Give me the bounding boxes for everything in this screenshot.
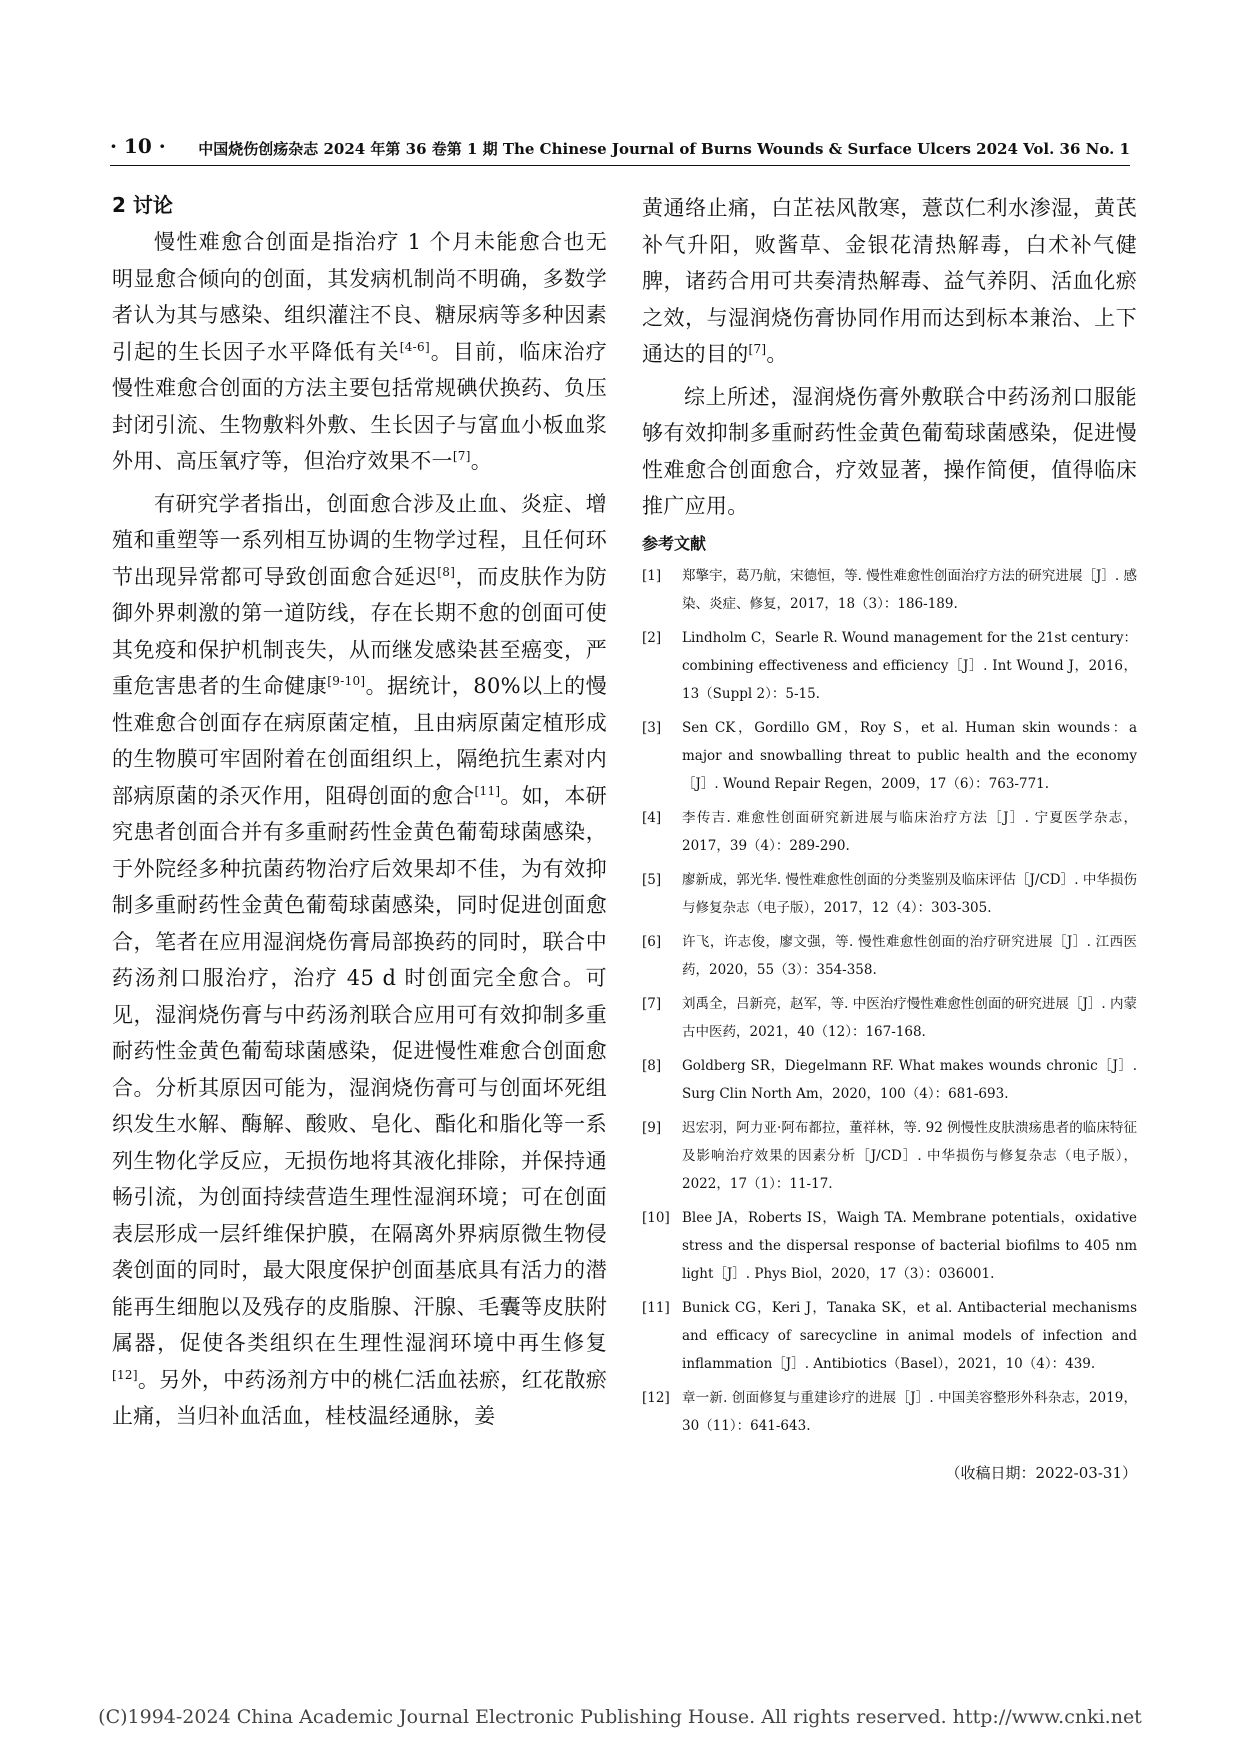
right-column	[642, 190, 1137, 1483]
reference-number: [1]	[642, 567, 662, 584]
section-title: 2 讨论	[112, 193, 173, 217]
reference-text: Lindholm C，Searle R. Wound management for the 21st century：combining effectiveness and efficiency［J］. Int Wound J，2016，13（Suppl 2）：5-15.	[682, 629, 1137, 702]
reference-item	[642, 990, 1137, 1046]
page-header	[110, 134, 1130, 166]
reference-item	[642, 1052, 1137, 1108]
paragraph-3: 黄通络止痛，白芷祛风散寒，薏苡仁利水渗湿，黄芪补气升阳，败酱草、金银花清热解毒，白术补气健脾，诸药合用可共奏清热解毒、益气养阴、活血化瘀之效，与湿润烧伤膏协同作用而达到标本兼治、上下通达的目的[7]。	[642, 196, 1137, 366]
reference-item	[642, 624, 1137, 708]
citation[interactable]: [8]	[437, 564, 456, 579]
reference-item	[642, 1114, 1137, 1198]
reference-number: [9]	[642, 1119, 662, 1136]
reference-number: [11]	[642, 1299, 670, 1316]
reference-text: 刘禹全，吕新亮，赵军，等. 中医治疗慢性难愈性创面的研究进展［J］. 内蒙古中医药，2021，40（12）：167-168.	[682, 995, 1137, 1040]
citation[interactable]: [12]	[112, 1367, 138, 1382]
reference-item	[642, 562, 1137, 618]
reference-text: Sen CK，Gordillo GM，Roy S，et al. Human skin wounds：a major and snowballing threat to public health and the economy［J］. Wound Repair Regen，2009，17（6）：763-771.	[682, 719, 1137, 792]
citation[interactable]: [9-10]	[327, 674, 366, 688]
received-date: （收稿日期：2022-03-31）	[945, 1463, 1137, 1482]
reference-item	[642, 714, 1137, 798]
citation[interactable]: [7]	[748, 342, 767, 356]
reference-item	[642, 1204, 1137, 1288]
reference-number: [12]	[642, 1389, 670, 1406]
citation[interactable]: [4-6]	[399, 339, 430, 354]
reference-text: 许飞，许志俊，廖文强，等. 慢性难愈性创面的治疗研究进展［J］. 江西医药，2020，55（3）：354-358.	[682, 933, 1137, 978]
page-number: · 10 ·	[110, 134, 166, 158]
paragraph-2: 有研究学者指出，创面愈合涉及止血、炎症、增殖和重塑等一系列相互协调的生物学过程，且任何环节出现异常都可导致创面愈合延迟[8]，而皮肤作为防御外界刺激的第一道防线，存在长期不愈的创面可使其免疫和保护机制丧失，从而继发感染甚至癌变，严重危害患者的生命健康[9-10]。据统计，80%以上的慢性难愈合创面存在病原菌定植，且由病原菌定植形成的生物膜可牢固附着在创面组织上，隔绝抗生素对内部病原菌的杀灭作用，阻碍创面的愈合[11]。如，本研究患者创面合并有多重耐药性金黄色葡萄球菌感染，于外院经多种抗菌药物治疗后效果却不佳，为有效抑制多重耐药性金黄色葡萄球菌感染，同时促进创面愈合，笔者在应用湿润烧伤膏局部换药的同时，联合中药汤剂口服治疗，治疗 45 d 时创面完全愈合。可见，湿润烧伤膏与中药汤剂联合应用可有效抑制多重耐药性金黄色葡萄球菌感染，促进慢性难愈合创面愈合。分析其原因可能为，湿润烧伤膏可与创面坏死组织发生水解、酶解、酸败、皂化、酯化和脂化等一系列生物化学反应，无损伤地将其液化排除，并保持通畅引流，为创面持续营造生理性湿润环境；可在创面表层形成一层纤维保护膜，在隔离外界病原微生物侵袭创面的同时，最大限度保护创面基底具有活力的潜能再生细胞以及残存的皮脂腺、汗腺、毛囊等皮肤附属器，促使各类组织在生理性湿润环境中再生修复[12]。另外，中药汤剂方中的桃仁活血祛瘀，红花散瘀止痛，当归补血活血，桂枝温经通脉，姜	[112, 491, 608, 1428]
reference-text: 郑擎宇，葛乃航，宋德恒，等. 慢性难愈性创面治疗方法的研究进展［J］. 感染、炎症、修复，2017，18（3）：186-189.	[682, 567, 1137, 612]
reference-item	[642, 1294, 1137, 1378]
reference-item	[642, 1384, 1137, 1440]
header-rule	[110, 165, 1130, 166]
citation[interactable]: [7]	[452, 449, 471, 463]
reference-item	[642, 804, 1137, 860]
reference-number: [4]	[642, 809, 662, 826]
reference-number: [10]	[642, 1209, 670, 1226]
left-column	[112, 190, 607, 1441]
reference-text: 迟宏羽，阿力亚·阿布都拉，董祥林，等. 92 例慢性皮肤溃疡患者的临床特征及影响治疗效果的因素分析［J/CD］. 中华损伤与修复杂志（电子版），2022，17（1）：11-17.	[682, 1119, 1137, 1192]
reference-number: [7]	[642, 995, 662, 1012]
reference-list	[642, 562, 1137, 1440]
reference-text: 廖新成，郭光华. 慢性难愈性创面的分类鉴别及临床评估［J/CD］. 中华损伤与修复杂志（电子版），2017，12（4）：303-305.	[682, 871, 1137, 916]
reference-number: [6]	[642, 933, 662, 950]
reference-number: [5]	[642, 871, 662, 888]
paragraph-4: 综上所述，湿润烧伤膏外敷联合中药汤剂口服能够有效抑制多重耐药性金黄色葡萄球菌感染，促进慢性难愈合创面愈合，疗效显著，操作简便，值得临床推广应用。	[642, 384, 1137, 518]
copyright-footer: (C)1994-2024 China Academic Journal Electronic Publishing House. All rights reserved. http://www.cnki.net	[98, 1706, 1142, 1728]
reference-number: [8]	[642, 1057, 662, 1074]
reference-number: [2]	[642, 629, 662, 646]
reference-item	[642, 866, 1137, 922]
running-title: 中国烧伤创疡杂志 2024 年第 36 卷第 1 期 The Chinese Journal of Burns Wounds & Surface Ulcers 2024 Vol. 36 No. 1	[198, 140, 1130, 158]
reference-number: [3]	[642, 719, 662, 736]
reference-text: Bunick CG，Keri J，Tanaka SK，et al. Antibacterial mechanisms and efficacy of sarecycline in animal models of infection and inflammation［J］. Antibiotics（Basel），2021，10（4）：439.	[682, 1299, 1137, 1372]
references-title: 参考文献	[642, 533, 707, 553]
reference-item	[642, 928, 1137, 984]
reference-text: Goldberg SR，Diegelmann RF. What makes wounds chronic［J］. Surg Clin North Am，2020，100（4）：681-693.	[682, 1057, 1137, 1102]
reference-text: 李传吉. 难愈性创面研究新进展与临床治疗方法［J］. 宁夏医学杂志，2017，39（4）：289-290.	[682, 809, 1137, 854]
reference-text: Blee JA，Roberts IS，Waigh TA. Membrane potentials，oxidative stress and the dispersal response of bacterial biofilms to 405 nm light［J］. Phys Biol，2020，17（3）：036001.	[682, 1209, 1137, 1282]
citation[interactable]: [11]	[474, 783, 501, 798]
reference-text: 章一新. 创面修复与重建诊疗的进展［J］. 中国美容整形外科杂志，2019，30（11）：641-643.	[682, 1389, 1137, 1434]
paragraph-1: 慢性难愈合创面是指治疗 1 个月未能愈合也无明显愈合倾向的创面，其发病机制尚不明确，多数学者认为其与感染、组织灌注不良、糖尿病等多种因素引起的生长因子水平降低有关[4-6]。目前，临床治疗慢性难愈合创面的方法主要包括常规碘伏换药、负压封闭引流、生物敷料外敷、生长因子与富血小板血浆外用、高压氧疗等，但治疗效果不一[7]。	[112, 230, 607, 473]
